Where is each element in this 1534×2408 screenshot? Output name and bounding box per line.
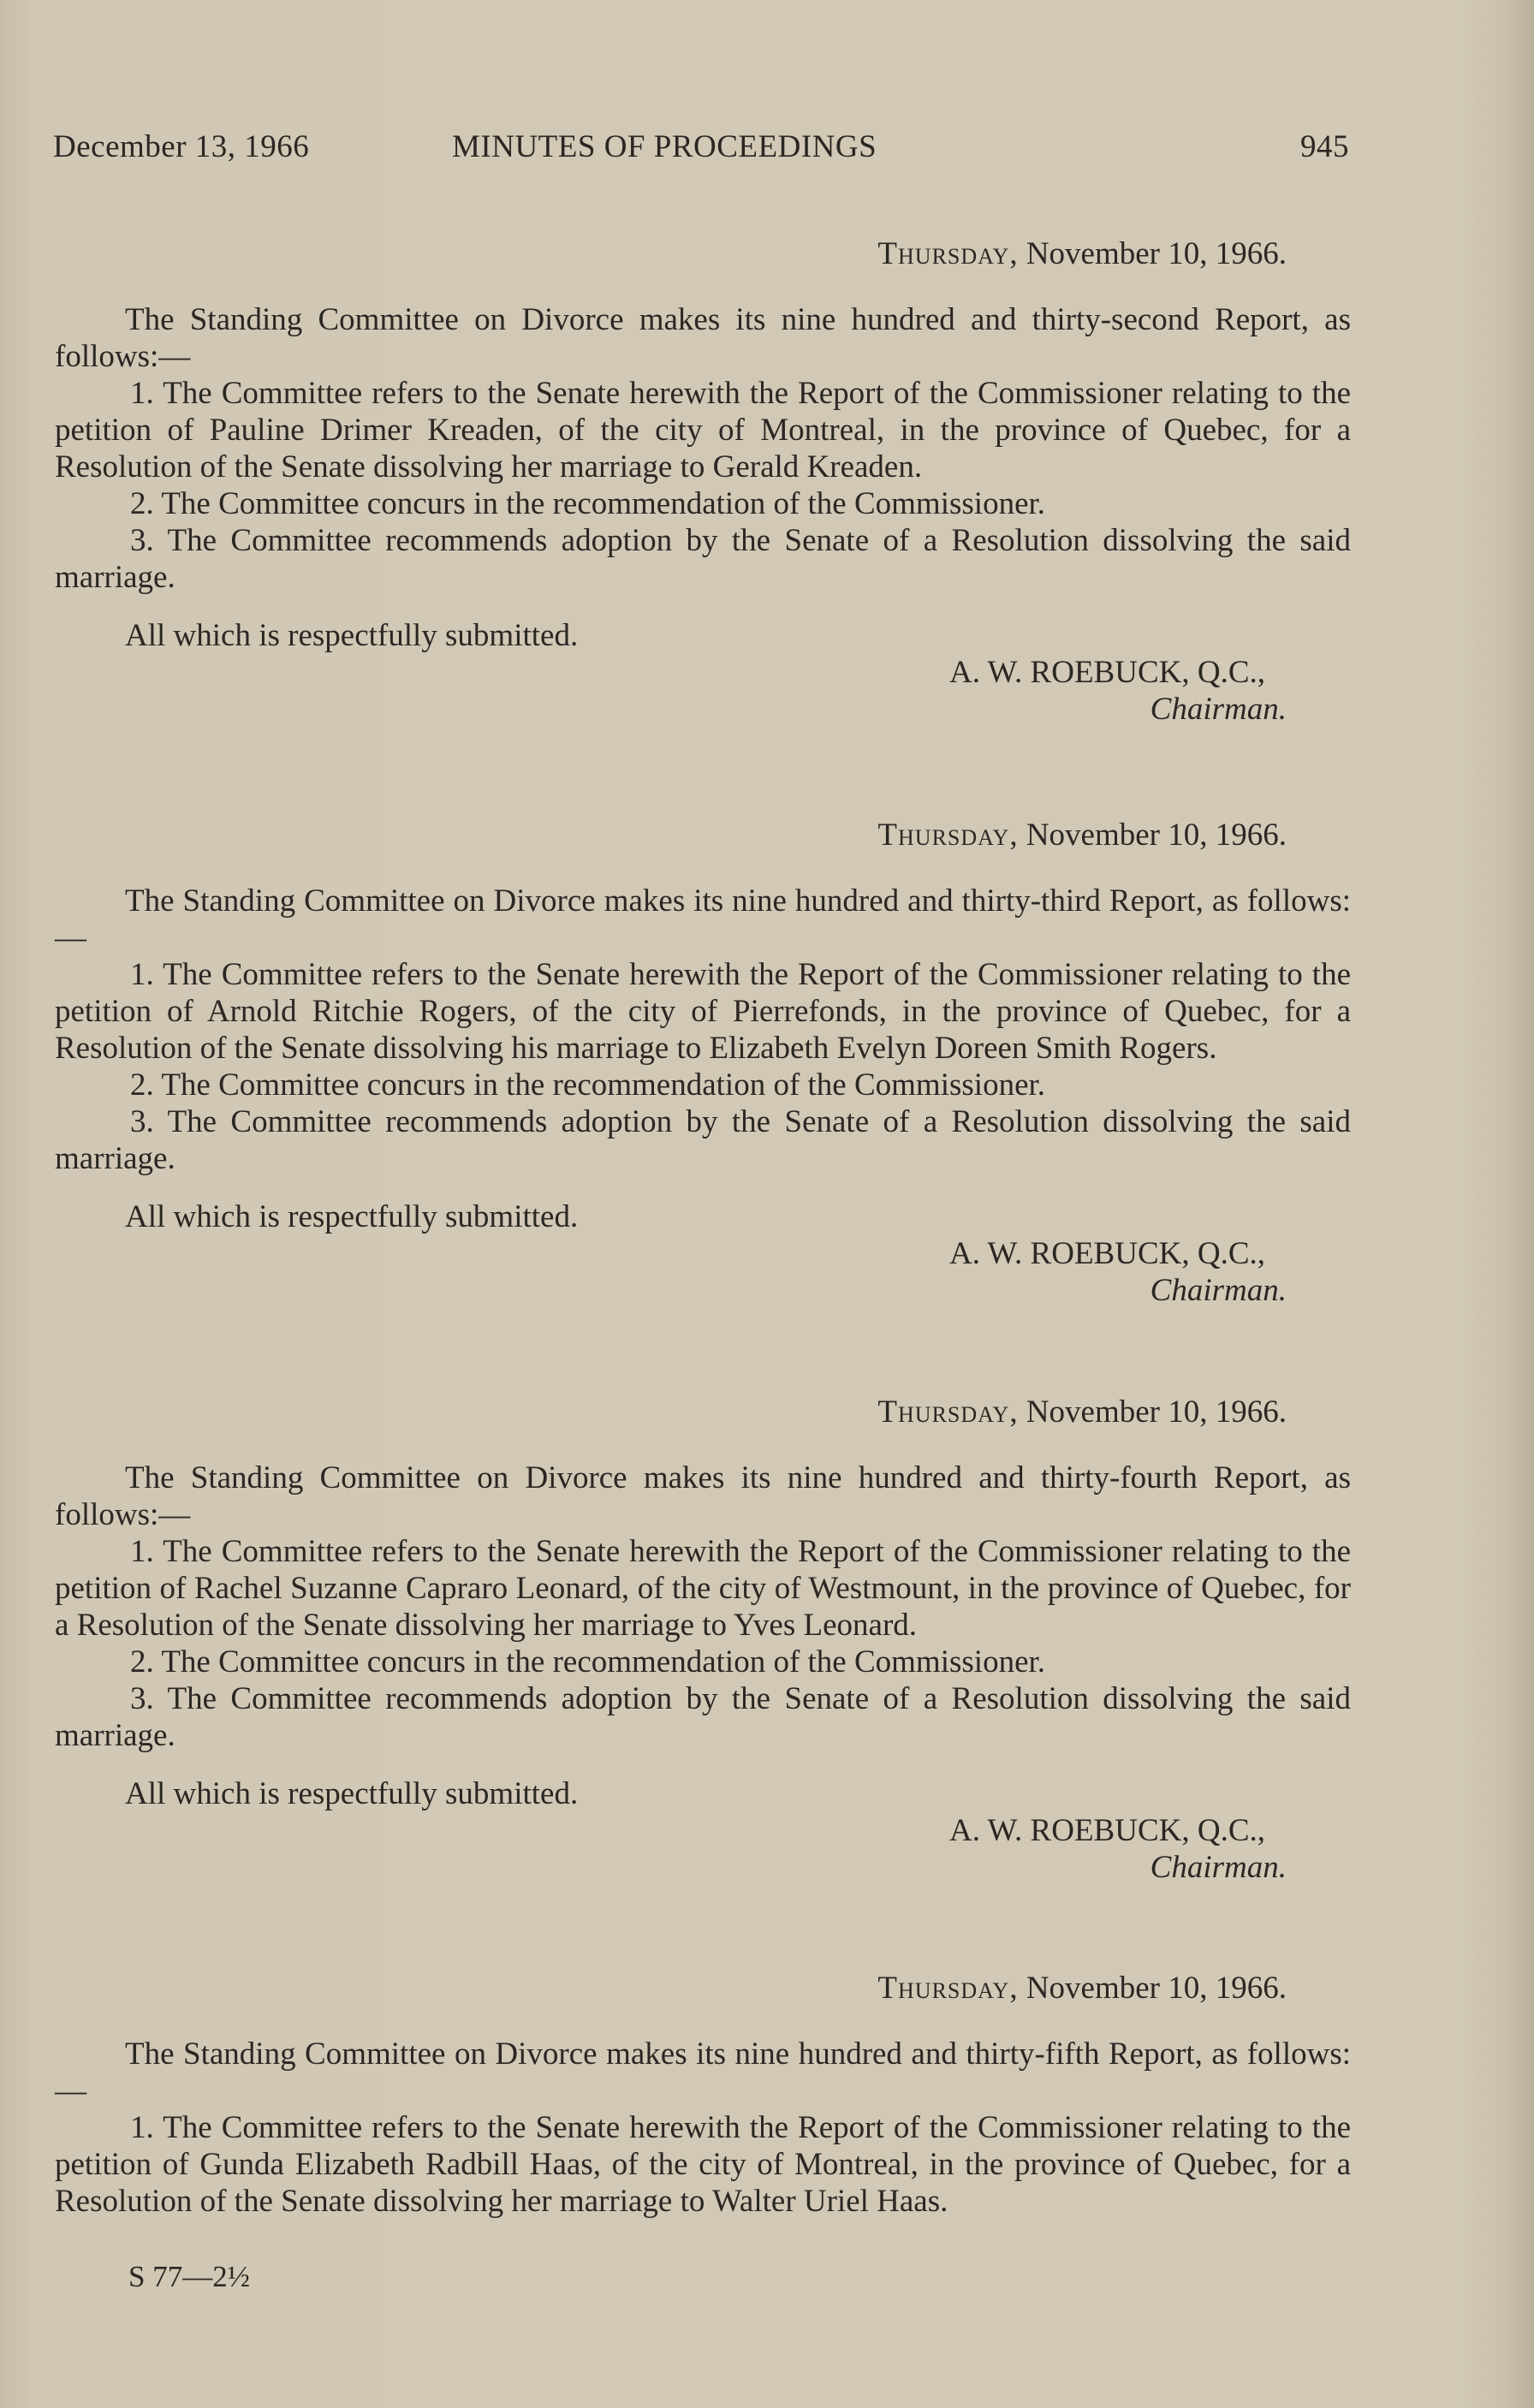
report-item: 1. The Committee refers to the Senate herewith the Report of the Commissioner relating to the petition of Arnold Ritchie Rogers, of the city of Pierrefonds, in the province of Quebec, for a Resolution of the Senate dissolving his marriage to Elizabeth Evelyn Doreen Smith Rogers.	[55, 957, 1351, 1066]
report-day: Thursday,	[877, 818, 1019, 853]
report-933	[55, 817, 1351, 1309]
signature-name: A. W. ROEBUCK, Q.C.,	[948, 655, 1265, 690]
report-date: November 10, 1966.	[1018, 236, 1287, 271]
report-dateline	[55, 1394, 1351, 1430]
submitted-line: All which is respectfully submitted.	[125, 1776, 579, 1811]
report-item: 3. The Committee recommends adoption by the Senate of a Resolution dissolving the said marriage.	[55, 1104, 1351, 1176]
report-intro: The Standing Committee on Divorce makes its nine hundred and thirty-third Report, as follows:—	[55, 883, 1351, 955]
signature-title: Chairman.	[1150, 1850, 1287, 1885]
report-dateline	[55, 235, 1351, 272]
report-item: 1. The Committee refers to the Senate herewith the Report of the Commissioner relating to the petition of Pauline Drimer Kreaden, of the city of Montreal, in the province of Quebec, for a Resolution of the Senate dissolving her marriage to Gerald Kreaden.	[55, 376, 1351, 485]
report-item: 3. The Committee recommends adoption by the Senate of a Resolution dissolving the said marriage.	[55, 523, 1351, 595]
report-935	[55, 1970, 1351, 2220]
report-934	[55, 1394, 1351, 1886]
submitted-line: All which is respectfully submitted.	[125, 1199, 579, 1234]
report-intro: The Standing Committee on Divorce makes its nine hundred and thirty-fourth Report, as follows:—	[55, 1460, 1351, 1532]
report-item: 1. The Committee refers to the Senate herewith the Report of the Commissioner relating to the petition of Rachel Suzanne Capraro Leonard, of the city of Westmount, in the province of Quebec, for a Resolution of the Senate dissolving her marriage to Yves Leonard.	[55, 1534, 1351, 1643]
report-item: 2. The Committee concurs in the recommendation of the Commissioner.	[130, 1644, 1046, 1680]
report-item: 2. The Committee concurs in the recommendation of the Commissioner.	[130, 486, 1046, 521]
signature-title: Chairman.	[1150, 1273, 1287, 1308]
report-intro: The Standing Committee on Divorce makes its nine hundred and thirty-fifth Report, as follows:—	[55, 2036, 1351, 2108]
report-date: November 10, 1966.	[1018, 1971, 1287, 2006]
report-day: Thursday,	[877, 1971, 1019, 2006]
header-title: MINUTES OF PROCEEDINGS	[452, 129, 877, 164]
header-date: December 13, 1966	[53, 129, 310, 164]
report-item: 2. The Committee concurs in the recommendation of the Commissioner.	[130, 1067, 1046, 1103]
report-day: Thursday,	[877, 236, 1019, 271]
report-932	[55, 235, 1351, 728]
submitted-line: All which is respectfully submitted.	[125, 618, 579, 653]
page-header	[53, 128, 1349, 171]
report-date: November 10, 1966.	[1018, 1394, 1287, 1430]
report-day: Thursday,	[877, 1394, 1019, 1430]
signature-title: Chairman.	[1150, 692, 1287, 727]
page-number: 945	[1300, 129, 1349, 164]
report-item: 3. The Committee recommends adoption by the Senate of a Resolution dissolving the said marriage.	[55, 1681, 1351, 1753]
report-intro: The Standing Committee on Divorce makes its nine hundred and thirty-second Report, as follows:—	[55, 302, 1351, 374]
signature-name: A. W. ROEBUCK, Q.C.,	[948, 1236, 1265, 1271]
report-item: 1. The Committee refers to the Senate herewith the Report of the Commissioner relating to the petition of Gunda Elizabeth Radbill Haas, of the city of Montreal, in the province of Quebec, for a Resolution of the Senate dissolving her marriage to Walter Uriel Haas.	[55, 2110, 1351, 2219]
report-date: November 10, 1966.	[1018, 818, 1287, 853]
report-dateline	[55, 817, 1351, 853]
signature-name: A. W. ROEBUCK, Q.C.,	[948, 1813, 1265, 1848]
signature-mark: S 77—2½	[128, 2260, 250, 2293]
report-dateline	[55, 1970, 1351, 2007]
